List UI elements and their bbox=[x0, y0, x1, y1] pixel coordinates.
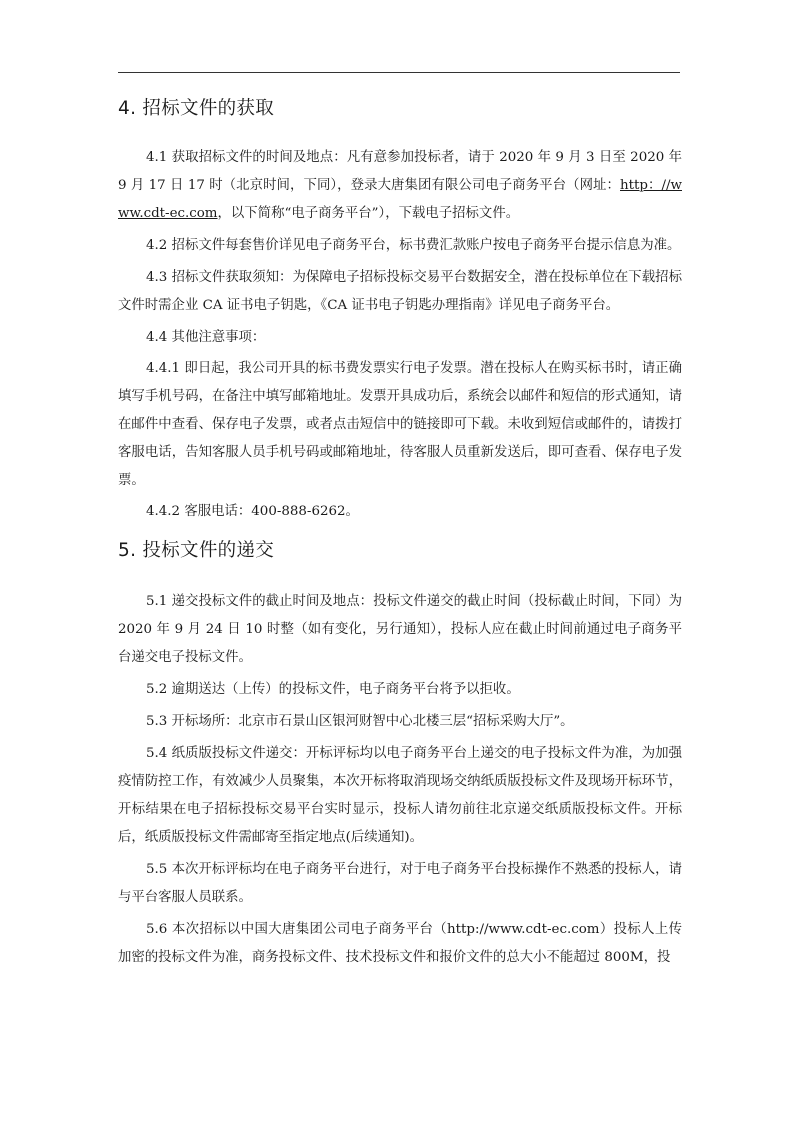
paragraph-4-4-1: 4.4.1 即日起，我公司开具的标书费发票实行电子发票。潜在投标人在购买标书时，请正确填写手机号码，在备注中填写邮箱地址。发票开具成功后，系统会以邮件和短信的形式通知，请在邮件中查看、保存电子发票，或者点击短信中的链接即可下载。未收到短信或邮件的，请拨打客服电话，告知客服人员手机号码或邮箱地址，待客服人员重新发送后，即可查看、保存电子发票。 bbox=[118, 361, 682, 488]
paragraph-5-3: 5.3 开标场所：北京市石景山区银河财智中心北楼三层“招标采购大厅”。 bbox=[146, 714, 574, 729]
platform-url-link[interactable]: http：//www.cdt-ec.com bbox=[118, 178, 682, 221]
section-4-heading: 4. 招标文件的获取 bbox=[118, 98, 275, 119]
document-body bbox=[118, 88, 682, 976]
paragraph-4-1 bbox=[118, 144, 682, 228]
paragraph-5-6: 5.6 本次招标以中国大唐集团公司电子商务平台（http://www.cdt-ec.com）投标人上传加密的投标文件为准，商务投标文件、技术投标文件和报价文件的总大小不能超过 800M，投 bbox=[118, 922, 682, 965]
paragraph-4-1-text: 4.1 获取招标文件的时间及地点：凡有意参加投标者，请于 2020 年 9 月 3 日至 2020 年 9 月 17 日 17 时（北京时间，下同），登录大唐集团有限公司电子商务平台（网址： bbox=[118, 150, 682, 193]
paragraph-5-1: 5.1 递交投标文件的截止时间及地点：投标文件递交的截止时间（投标截止时间，下同）为 2020 年 9 月 24 日 10 时整（如有变化，另行通知），投标人应在截止时间前通过电子商务平台递交电子投标文件。 bbox=[118, 594, 682, 665]
paragraph-4-4: 4.4 其他注意事项： bbox=[146, 330, 266, 345]
paragraph-4-3: 4.3 招标文件获取须知：为保障电子招标投标交易平台数据安全，潜在投标单位在下载招标文件时需企业 CA 证书电子钥匙，《CA 证书电子钥匙办理指南》详见电子商务平台。 bbox=[118, 270, 682, 313]
paragraph-4-4-2: 4.4.2 客服电话：400-888-6262。 bbox=[146, 504, 359, 519]
section-5-heading: 5. 投标文件的递交 bbox=[118, 540, 275, 561]
header-rule bbox=[118, 72, 680, 73]
paragraph-5-4: 5.4 纸质版投标文件递交：开标评标均以电子商务平台上递交的电子投标文件为准，为加强疫情防控工作，有效减少人员聚集，本次开标将取消现场交纳纸质版投标文件及现场开标环节，开标结果在电子招标投标交易平台实时显示，投标人请勿前往北京递交纸质版投标文件。开标后，纸质版投标文件需邮寄至指定地点(后续通知)。 bbox=[118, 746, 682, 845]
paragraph-5-2: 5.2 逾期送达（上传）的投标文件，电子商务平台将予以拒收。 bbox=[146, 682, 520, 697]
paragraph-4-1-tail: ，以下简称“电子商务平台”），下载电子招标文件。 bbox=[217, 206, 520, 221]
paragraph-5-5: 5.5 本次开标评标均在电子商务平台进行，对于电子商务平台投标操作不熟悉的投标人，请与平台客服人员联系。 bbox=[118, 862, 682, 905]
paragraph-4-2: 4.2 招标文件每套售价详见电子商务平台，标书费汇款账户按电子商务平台提示信息为准。 bbox=[146, 238, 681, 253]
